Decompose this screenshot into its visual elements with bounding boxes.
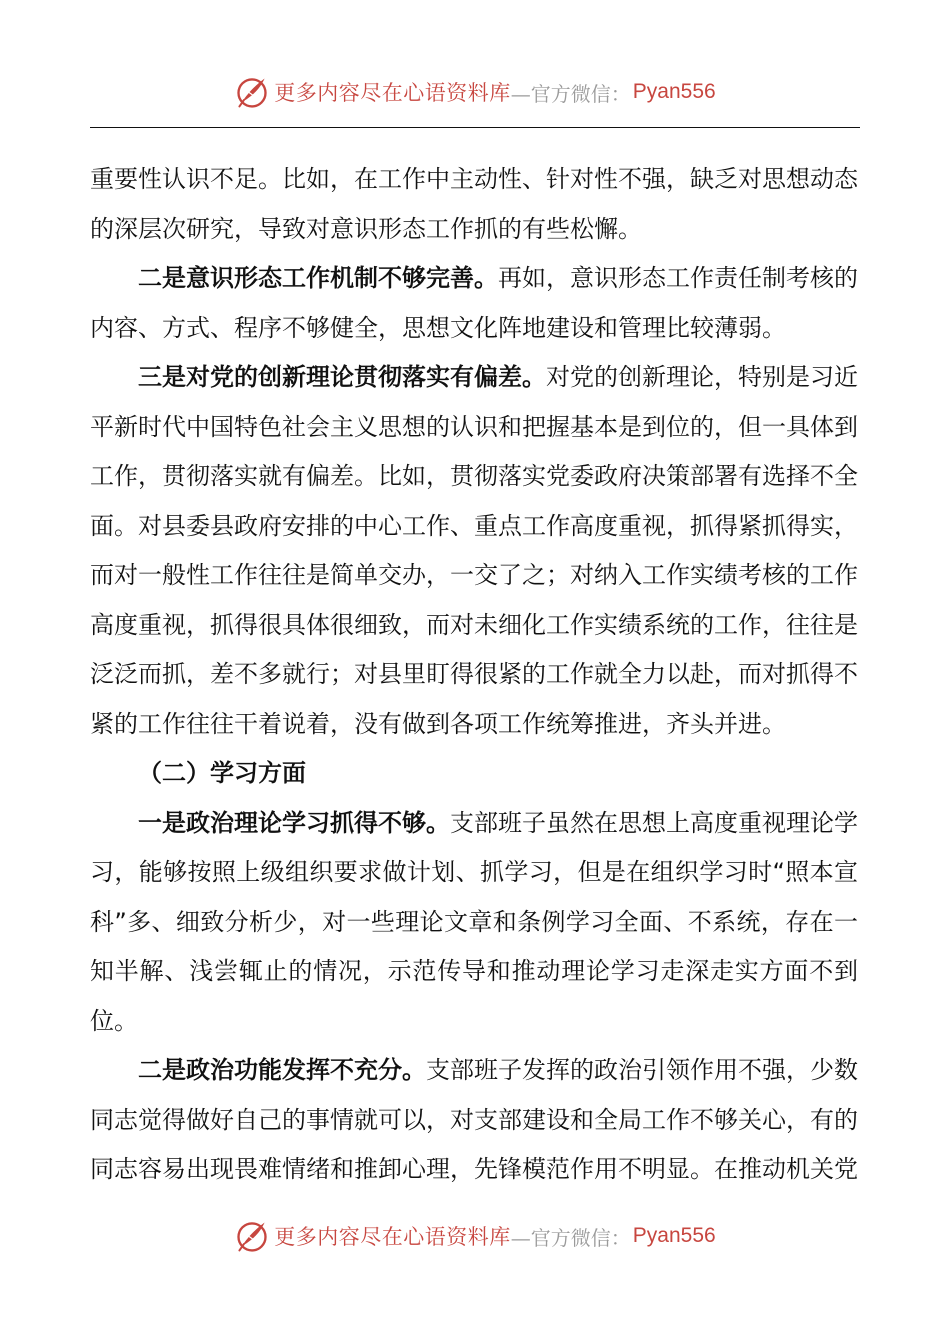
header-divider xyxy=(90,127,860,128)
paragraph-theory-study xyxy=(90,799,858,1047)
paragraph-lead: 三是对党的创新理论贯彻落实有偏差。 xyxy=(138,363,546,391)
paragraph-text: 对党的创新理论，特别是习近平新时代中国特色社会主义思想的认识和把握基本是到位的，但一具体到工作，贯彻落实就有偏差。比如，贯彻落实党委政府决策部署有选择不全面。对县委县政府安排的中心工作、重点工作高度重视，抓得紧抓得实，而对一般性工作往往是简单交办，一交了之；对纳入工作实绩考核的工作高度重视，抓得很具体很细致，而对未细化工作实绩系统的工作，往往是泛泛而抓，差不多就行；对县里盯得很紧的工作就全力以赴，而对抓得不紧的工作往往干着说着，没有做到各项工作统筹推进，齐头并进。 xyxy=(90,363,858,738)
paragraph-text: 再如，意识形态工作责任制考核的内容、方式、程序不够健全，思想文化阵地建设和管理比较薄弱。 xyxy=(90,264,858,342)
paragraph-continuation xyxy=(90,155,858,254)
paragraph-text: 支部班子发挥的政治引领作用不强，少数同志觉得做好自己的事情就可以，对支部建设和全局工作不够关心，有的同志容易出现畏难情绪和推卸心理，先锋模范作用不明显。在推动机关党 xyxy=(90,1056,858,1183)
paragraph-text: 支部班子虽然在思想上高度重视理论学习，能够按照上级组织要求做计划、抓学习，但是在组织学习时“照本宣科”多、细致分析少，对一些理论文章和条例学习全面、不系统，存在一知半解、浅尝辄止的情况，示范传导和推动理论学习走深走实方面不到位。 xyxy=(90,808,858,1035)
banner-wechat-label: —官方微信： xyxy=(510,81,631,106)
document-body xyxy=(90,155,858,1195)
banner-wechat-id: Pyan556 xyxy=(632,1224,716,1247)
banner-wechat-id: Pyan556 xyxy=(632,80,716,103)
quill-pen-logo-icon xyxy=(234,74,270,110)
quill-pen-logo-icon xyxy=(234,1218,270,1254)
paragraph-mechanism xyxy=(90,254,858,353)
paragraph-lead: 二是意识形态工作机制不够完善。 xyxy=(138,264,498,292)
banner-tagline: 更多内容尽在心语资料库 xyxy=(274,81,511,105)
header-watermark-banner xyxy=(0,70,950,114)
footer-watermark-banner xyxy=(0,1214,950,1258)
banner-wechat-label: —官方微信： xyxy=(510,1225,631,1250)
paragraph-political-function xyxy=(90,1046,858,1195)
paragraph-lead: 一是政治理论学习抓得不够。 xyxy=(138,808,450,837)
paragraph-theory-implementation xyxy=(90,353,858,749)
paragraph-lead: 二是政治功能发挥不充分。 xyxy=(138,1056,426,1084)
banner-tagline: 更多内容尽在心语资料库 xyxy=(274,1225,511,1249)
section-heading-study: （二）学习方面 xyxy=(138,759,306,787)
paragraph-text: 重要性认识不足。比如，在工作中主动性、针对性不强，缺乏对思想动态的深层次研究，导致对意识形态工作抓的有些松懈。 xyxy=(90,165,858,243)
